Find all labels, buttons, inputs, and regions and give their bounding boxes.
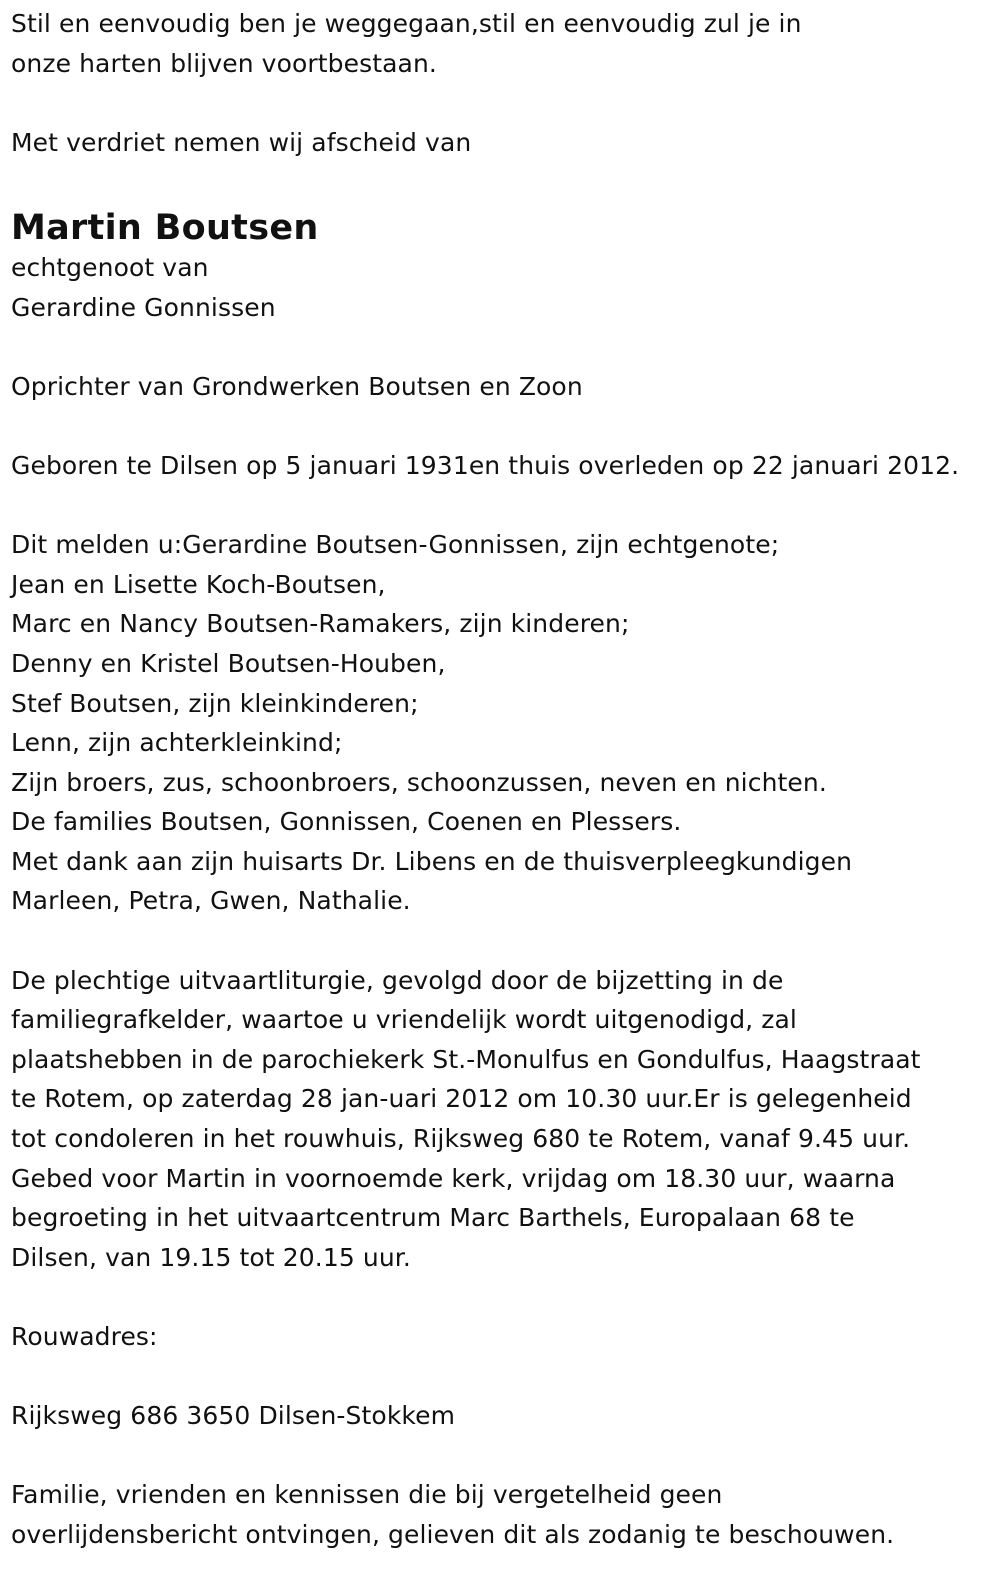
funeral-line: tot condoleren in het rouwhuis, Rijksweg 680 te Rotem, vanaf 9.45 uur. [11, 1124, 911, 1154]
announcer-line: Met dank aan zijn huisarts Dr. Libens en de thuisverpleegkundigen [11, 846, 853, 876]
announcer-line: Dit melden u:Gerardine Boutsen-Gonnissen, zijn echtgenote; [11, 530, 780, 560]
spouse-name: Gerardine Gonnissen [11, 292, 276, 322]
announcer-line: De families Boutsen, Gonnissen, Coenen en Plessers. [11, 807, 682, 837]
spacer [11, 406, 990, 446]
funeral-line: begroeting in het uitvaartcentrum Marc Barthels, Europalaan 68 te [11, 1203, 855, 1233]
mourning-address: Rijksweg 686 3650 Dilsen-Stokkem [11, 1401, 456, 1431]
closing-line: Familie, vrienden en kennissen die bij vergetelheid geen [11, 1480, 723, 1510]
poem-line: onze harten blijven voortbestaan. [11, 48, 437, 78]
poem-block [11, 4, 990, 83]
announcer-line: Lenn, zijn achterkleinkind; [11, 728, 343, 758]
announcer-line: Marc en Nancy Boutsen-Ramakers, zijn kinderen; [11, 609, 630, 639]
spacer [11, 327, 990, 367]
spacer [11, 162, 990, 202]
intro-block [11, 123, 990, 163]
funeral-line: Dilsen, van 19.15 tot 20.15 uur. [11, 1242, 411, 1272]
funeral-line: De plechtige uitvaartliturgie, gevolgd door de bijzetting in de [11, 965, 784, 995]
poem-line: Stil en eenvoudig ben je weggegaan,stil en eenvoudig zul je in [11, 9, 802, 38]
occupation-block [11, 367, 990, 407]
spacer [11, 1277, 990, 1317]
announcer-line: Marleen, Petra, Gwen, Nathalie. [11, 886, 411, 916]
mourning-address-label-block [11, 1317, 990, 1357]
intro-text: Met verdriet nemen wij afscheid van [11, 127, 472, 157]
birth-death-text: Geboren te Dilsen op 5 januari 1931en thuis overleden op 22 januari 2012. [11, 450, 960, 480]
announcer-line: Denny en Kristel Boutsen-Houben, [11, 648, 446, 678]
announcers-block [11, 525, 990, 921]
spacer [11, 1436, 990, 1476]
deceased-block [11, 208, 990, 327]
announcer-line: Jean en Lisette Koch-Boutsen, [11, 569, 386, 599]
occupation-text: Oprichter van Grondwerken Boutsen en Zoon [11, 371, 583, 401]
relation-text: echtgenoot van [11, 252, 209, 282]
spacer [11, 83, 990, 123]
mourning-address-block [11, 1396, 990, 1436]
announcer-line: Zijn broers, zus, schoonbroers, schoonzussen, neven en nichten. [11, 767, 827, 797]
closing-block [11, 1475, 990, 1554]
deceased-name: Martin Boutsen [11, 207, 319, 248]
birth-death-block [11, 446, 990, 486]
funeral-line: Gebed voor Martin in voornoemde kerk, vrijdag om 18.30 uur, waarna [11, 1163, 896, 1193]
funeral-line: familiegrafkelder, waartoe u vriendelijk wordt uitgenodigd, zal [11, 1005, 797, 1035]
funeral-line: plaatshebben in de parochiekerk St.-Monulfus en Gondulfus, Haagstraat [11, 1044, 921, 1074]
mourning-address-label: Rouwadres: [11, 1322, 158, 1351]
spacer [11, 1357, 990, 1397]
funeral-line: te Rotem, op zaterdag 28 jan-uari 2012 om 10.30 uur.Er is gelegenheid [11, 1084, 912, 1114]
spacer [11, 921, 990, 961]
closing-line: overlijdensbericht ontvingen, gelieven dit als zodanig te beschouwen. [11, 1519, 895, 1549]
announcer-line: Stef Boutsen, zijn kleinkinderen; [11, 688, 419, 718]
spacer [11, 486, 990, 526]
funeral-block [11, 961, 990, 1278]
